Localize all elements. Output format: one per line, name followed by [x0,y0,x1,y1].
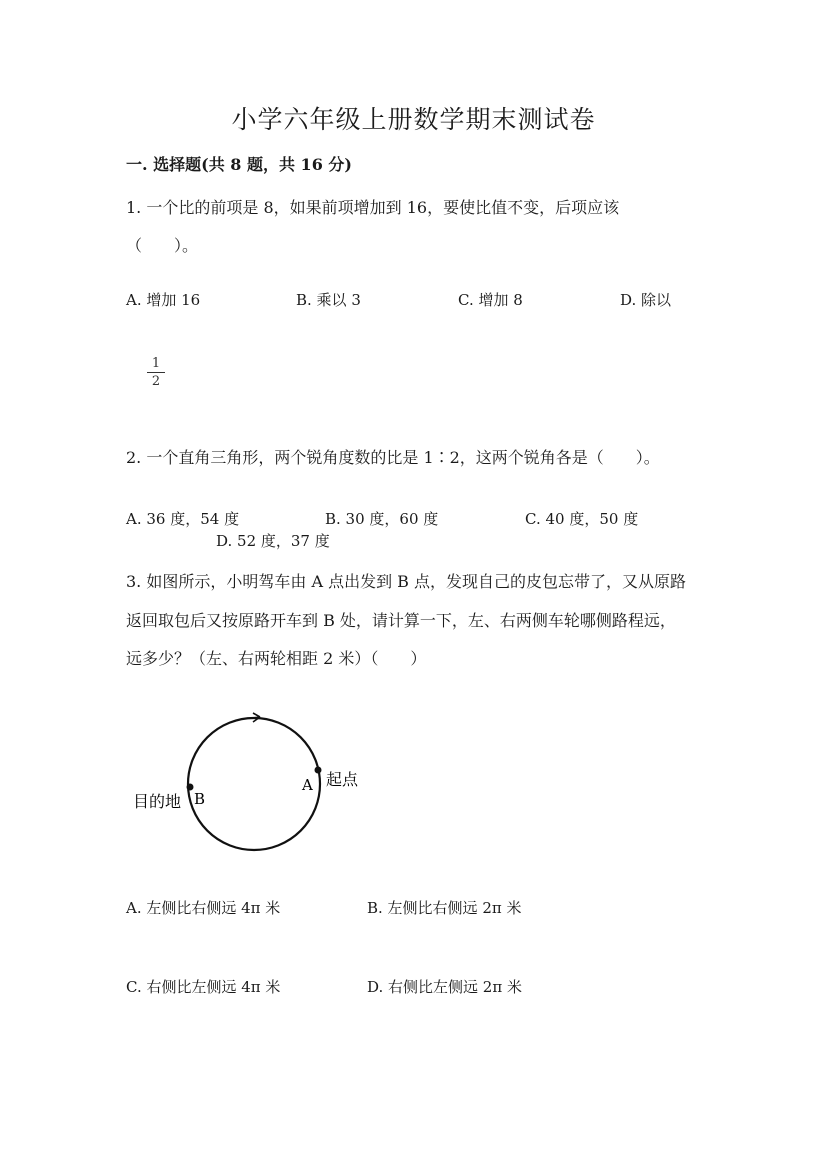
question-3-option-d: D. 右侧比左侧远 2π 米 [367,978,522,996]
question-2-option-b: B. 30 度，60 度 [325,510,439,528]
question-3-option-a: A. 左侧比右侧远 4π 米 [126,899,281,917]
question-3-text-line1: 3. 如图所示，小明驾车由 A 点出发到 B 点，发现自己的皮包忘带了，又从原路 [126,572,687,591]
question-1-option-a: A. 增加 16 [126,291,201,309]
direction-arrow-icon [252,713,260,722]
start-label: 起点 [326,770,359,789]
question-2-option-d: D. 52 度，37 度 [216,532,330,550]
question-2-option-a: A. 36 度，54 度 [126,510,240,528]
route-circle [188,718,320,850]
page-title: 小学六年级上册数学期末测试卷 [231,105,596,134]
question-2-option-c: C. 40 度，50 度 [525,510,639,528]
circle-route-diagram [120,700,380,860]
fraction-numerator: 1 [151,356,161,371]
point-b-label: B [194,790,206,808]
destination-label: 目的地 [133,792,182,811]
question-2-text: 2. 一个直角三角形，两个锐角度数的比是 1∶2，这两个锐角各是（ ）。 [126,448,660,467]
question-1-text-line2: （ ）。 [126,236,199,255]
question-1-text-line1: 1. 一个比的前项是 8，如果前项增加到 16，要使比值不变，后项应该 [126,198,620,217]
question-3-option-c: C. 右侧比左侧远 4π 米 [126,978,281,996]
question-1-option-b: B. 乘以 3 [296,291,361,309]
fraction-bar [147,372,165,373]
question-3-text-line3: 远多少？（左、右两轮相距 2 米）（ ） [126,649,427,668]
point-b-dot [187,784,194,791]
fraction-denominator: 2 [151,374,161,389]
point-a-dot [315,767,322,774]
question-1-option-d: D. 除以 [620,291,672,309]
section-heading: 一. 选择题(共 8 题，共 16 分) [126,155,352,174]
question-3-option-b: B. 左侧比右侧远 2π 米 [367,899,522,917]
question-1-option-c: C. 增加 8 [458,291,523,309]
point-a-label: A [302,776,313,794]
question-3-text-line2: 返回取包后又按原路开车到 B 处，请计算一下，左、右两侧车轮哪侧路程远， [126,611,676,630]
fraction-one-half [147,356,165,389]
